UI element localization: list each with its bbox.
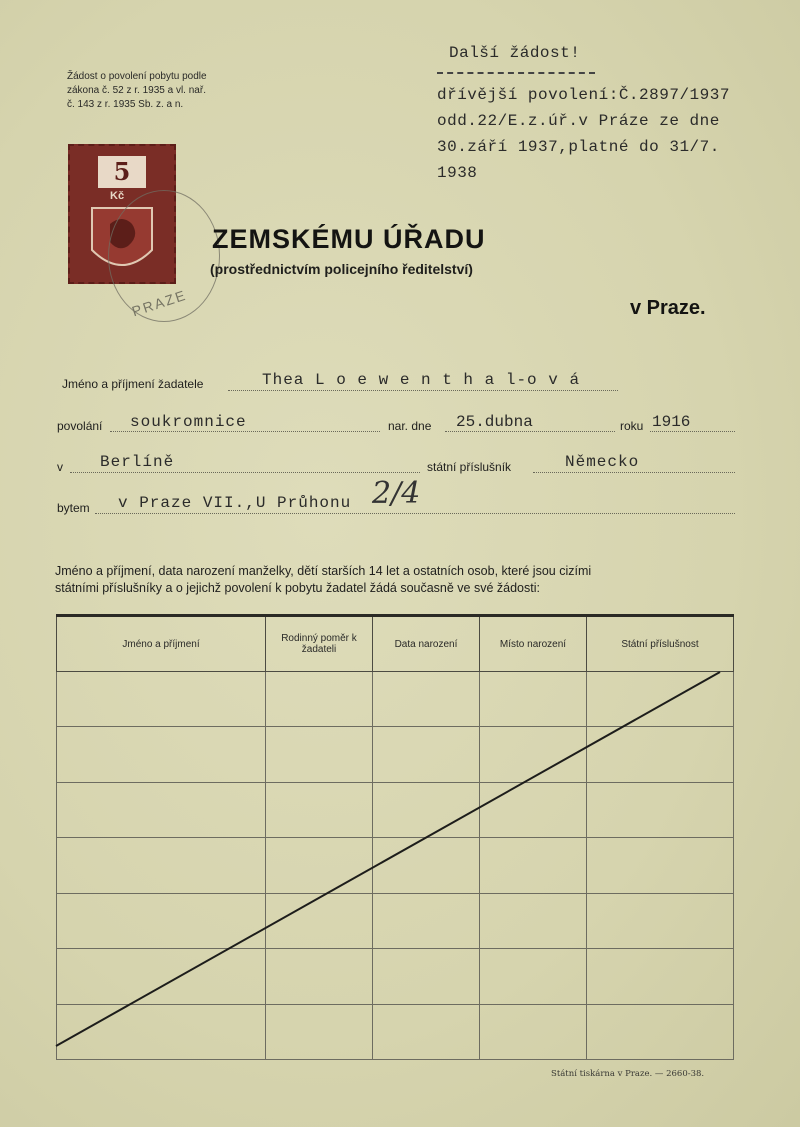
occupation-label: povolání [57,419,103,433]
table-cell [480,782,587,837]
table-cell [373,838,480,893]
table-row [57,782,734,837]
table-cell [57,893,266,948]
notes-line1: Další žádost! [449,44,581,62]
instructions [55,563,745,597]
table-row [57,949,734,1004]
header-notes [437,40,730,186]
stamp-currency: Kč [110,190,125,202]
table-cell [57,1004,266,1059]
table-cell [57,672,266,727]
postmark-city: PRAZE [129,286,189,320]
addressee-subtitle: (prostřednictvím policejního ředitelství) [210,261,473,277]
residence-value: v Praze VII.,U Průhonu [118,494,352,512]
instructions-line2: státními příslušníky a o jejichž povolení k pobytu žadatel žádá současně ve své žádosti: [55,581,540,595]
table-cell [266,672,373,727]
legal-ref-line2: zákona č. 52 z r. 1935 a vl. nař. [67,85,206,96]
year-dotline [650,431,735,432]
table-row [57,672,734,727]
born-value: 25.dubna [456,413,533,431]
legal-ref-line1: Žádost o povolení pobytu podle [67,71,207,82]
occupation-dotline [110,431,380,432]
table-cell [587,727,734,782]
addressee-title: ZEMSKÉMU ÚŘADU [212,224,486,254]
born-dotline [445,431,615,432]
name-label: Jméno a příjmení žadatele [62,377,204,391]
residence-dotline [95,513,735,514]
place-value: Berlíně [100,453,175,471]
legal-ref-line3: č. 143 z r. 1935 Sb. z. a n. [67,99,184,110]
table-cell [480,838,587,893]
header-birth-place: Místo narození [480,616,587,672]
legal-reference [67,70,267,112]
table-cell [373,893,480,948]
name-value: Thea L o e w e n t h a l-o v á [262,371,581,389]
nationality-value: Německo [565,453,640,471]
table-cell [266,893,373,948]
table-cell [57,782,266,837]
table-cell [480,672,587,727]
notes-line3: odd.22/E.z.úř.v Práze ze dne [437,112,720,130]
table-row [57,893,734,948]
header-birth-date: Data narození [373,616,480,672]
table-cell [373,949,480,1004]
table-row [57,1004,734,1059]
table-cell [587,672,734,727]
table-cell [587,782,734,837]
nationality-dotline [533,472,735,473]
place-dotline [70,472,420,473]
residence-label: bytem [57,501,90,515]
table-cell [480,1004,587,1059]
table-cell [480,949,587,1004]
residence-number: 2/4 [372,476,421,511]
year-label: roku [620,419,644,433]
table-cell [373,672,480,727]
dependents-table [56,614,734,1060]
table-cell [266,838,373,893]
table-cell [587,1004,734,1059]
notes-line4: 30.září 1937,platné do 31/7. [437,138,720,156]
table-cell [587,949,734,1004]
notes-line5: 1938 [437,164,478,182]
table-cell [587,838,734,893]
table-cell [266,782,373,837]
table-cell [373,1004,480,1059]
table-cell [480,893,587,948]
place-label: v [57,460,63,474]
occupation-value: soukromnice [130,413,247,431]
year-value: 1916 [652,413,691,431]
table-cell [373,727,480,782]
table-body [57,672,734,1060]
table-row [57,727,734,782]
table-cell [57,838,266,893]
table-cell [57,949,266,1004]
stamp-value-box [98,156,146,188]
table-cell [266,727,373,782]
printer-footer: Státní tiskárna v Praze. — 2660-38. [551,1069,705,1079]
table-cell [57,727,266,782]
name-dotline [228,390,618,391]
header-nationality: Státní příslušnost [587,616,734,672]
header-name: Jméno a příjmení [57,616,266,672]
table-cell [266,949,373,1004]
table-cell [587,893,734,948]
notes-line2: dřívější povolení:Č.2897/1937 [437,86,730,104]
table-cell [266,1004,373,1059]
header-relation: Rodinný poměr k žadateli [266,616,373,672]
stamp-value: 5 [113,157,131,186]
instructions-line1: Jméno a příjmení, data narození manželky, dětí starších 14 let a ostatních osob, které jsou cizími [55,564,592,578]
table-cell [480,727,587,782]
addressee-city: v Praze. [630,297,706,319]
nationality-label: státní příslušník [427,460,512,474]
table-cell [373,782,480,837]
postmark [108,190,220,322]
table-header-row [57,616,734,672]
born-label: nar. dne [388,419,432,433]
table-row [57,838,734,893]
notes-dashes [437,72,595,82]
